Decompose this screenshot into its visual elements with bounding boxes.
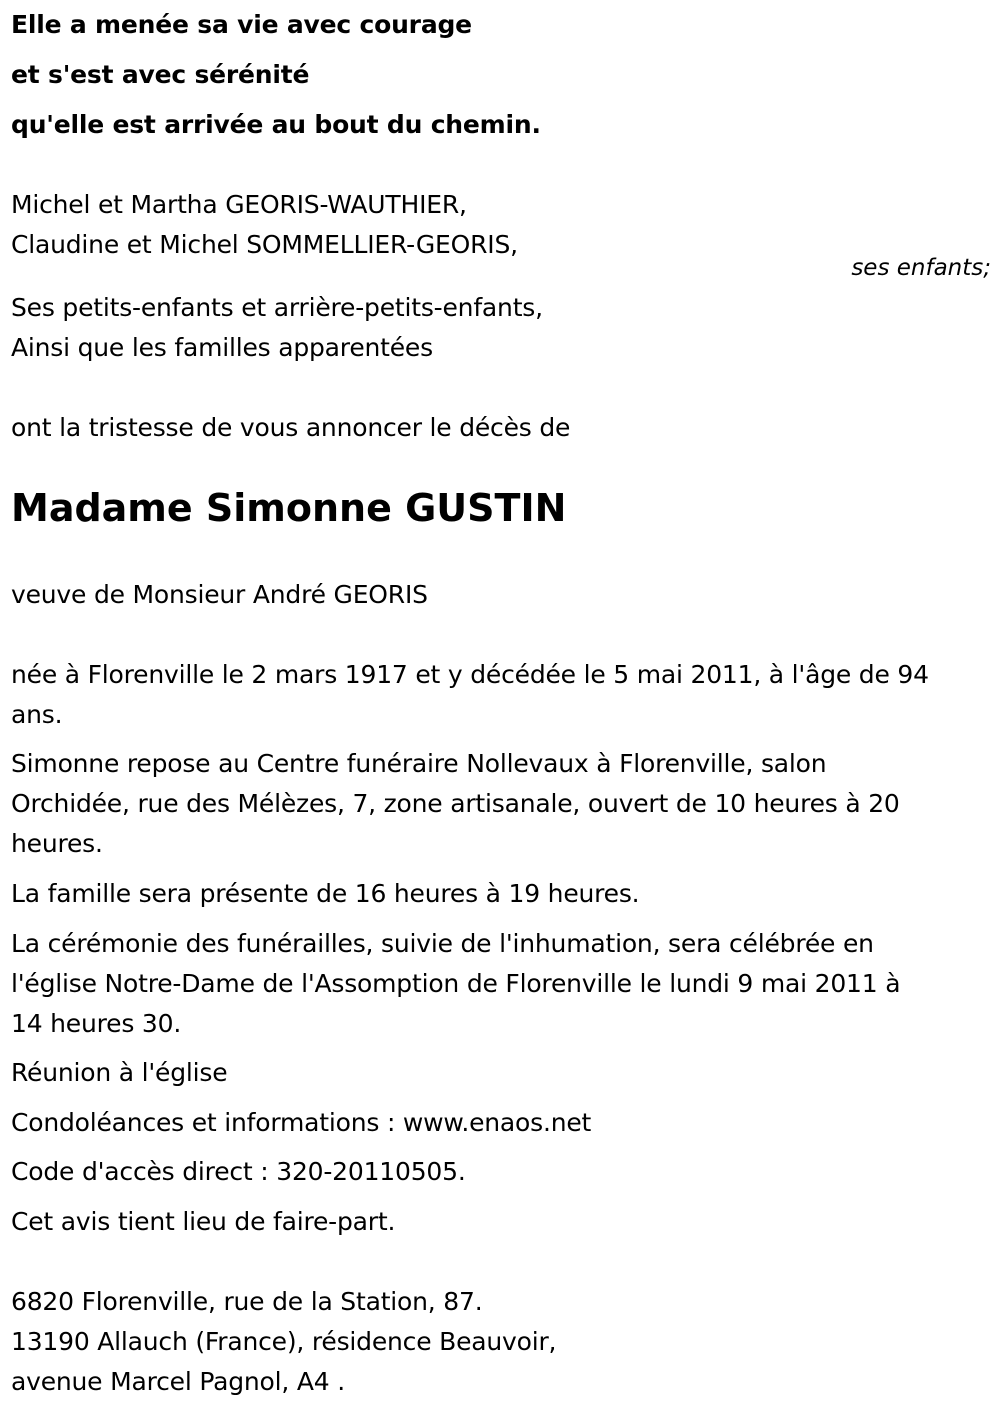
rest-place-line-1: Simonne repose au Centre funéraire Nollevaux à Florenville, salon [11,749,827,778]
rest-place-line-2: Orchidée, rue des Mélèzes, 7, zone artisanale, ouvert de 10 heures à 20 [11,789,900,818]
verse-line-3: qu'elle est arrivée au bout du chemin. [11,110,541,139]
address-line-1: 6820 Florenville, rue de la Station, 87. [11,1287,483,1316]
meeting: Réunion à l'église [11,1058,228,1087]
ceremony-line-2: l'église Notre-Dame de l'Assomption de Florenville le lundi 9 mai 2011 à [11,969,901,998]
obituary-notice [11,0,991,1417]
children-line-1: Michel et Martha GEORIS-WAUTHIER, [11,190,467,219]
notice: Cet avis tient lieu de faire-part. [11,1207,396,1236]
address-line-2: 13190 Allauch (France), résidence Beauvoir, [11,1327,557,1356]
announcement: ont la tristesse de vous annoncer le décès de [11,413,571,442]
access-code: Code d'accès direct : 320-20110505. [11,1157,466,1186]
deceased-name: Madame Simonne GUSTIN [11,486,567,530]
family-line-1: Ses petits-enfants et arrière-petits-enfants, [11,293,543,322]
verse-line-1: Elle a menée sa vie avec courage [11,10,472,39]
address-line-3: avenue Marcel Pagnol, A4 . [11,1367,345,1396]
condolences: Condoléances et informations : www.enaos.net [11,1108,592,1137]
children-line-2: Claudine et Michel SOMMELLIER-GEORIS, [11,230,518,259]
ceremony-line-3: 14 heures 30. [11,1009,182,1038]
children-role: ses enfants; [851,255,991,281]
verse-line-2: et s'est avec sérénité [11,60,310,89]
birth-death-line-1: née à Florenville le 2 mars 1917 et y décédée le 5 mai 2011, à l'âge de 94 [11,660,929,689]
ceremony-line-1: La cérémonie des funérailles, suivie de l'inhumation, sera célébrée en [11,929,874,958]
widow-of: veuve de Monsieur André GEORIS [11,580,428,609]
birth-death-line-2: ans. [11,700,63,729]
rest-place-line-3: heures. [11,829,103,858]
family-line-2: Ainsi que les familles apparentées [11,333,433,362]
family-presence: La famille sera présente de 16 heures à 19 heures. [11,879,640,908]
